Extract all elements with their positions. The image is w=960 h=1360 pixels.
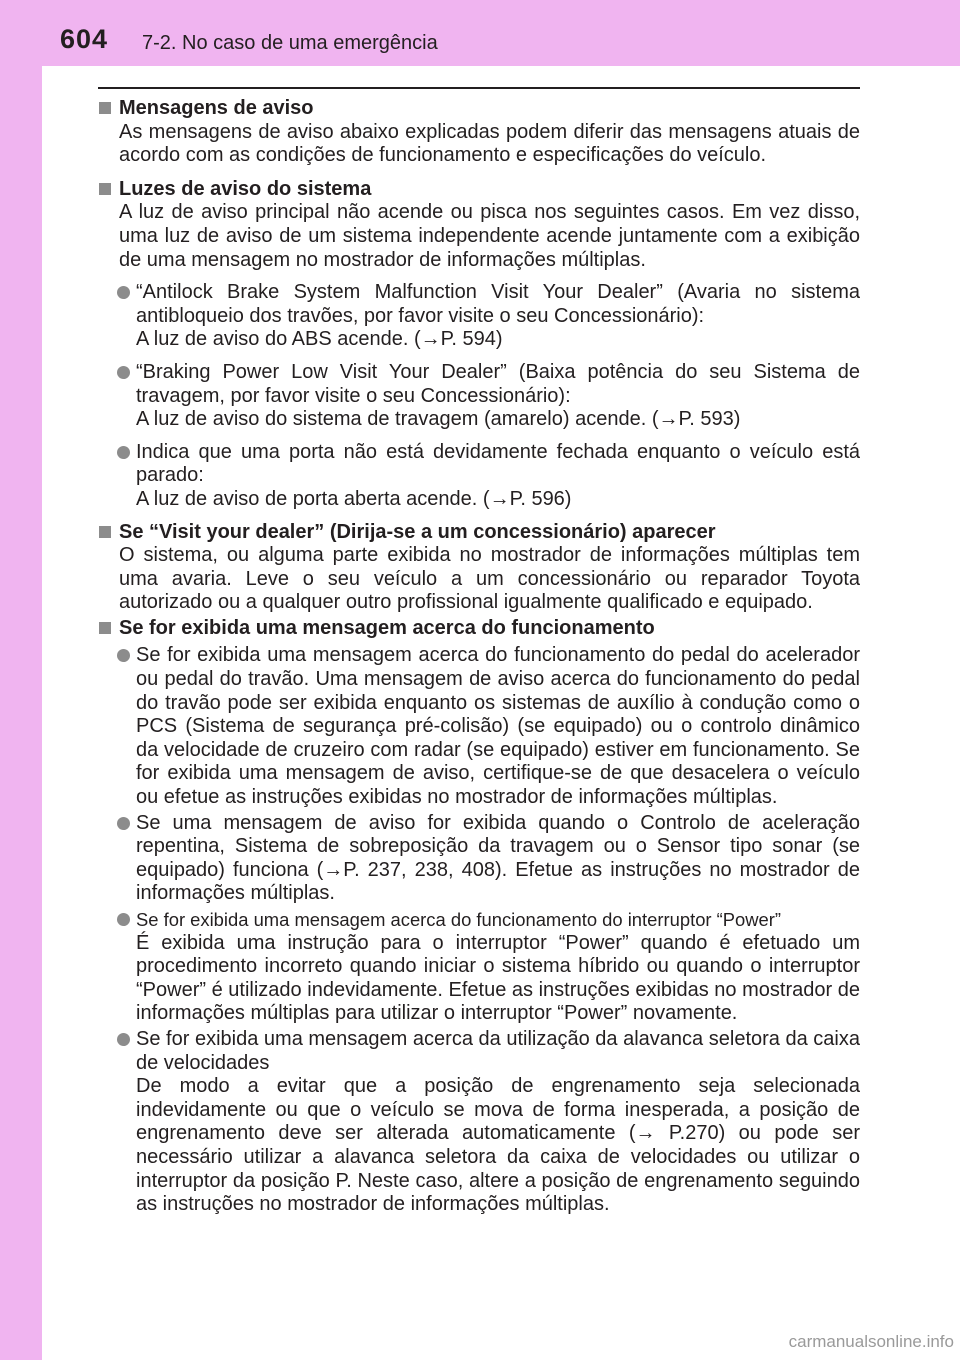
page-number: 604	[60, 24, 109, 54]
list-item	[98, 441, 860, 512]
round-bullet-icon	[117, 286, 130, 299]
list-item-text: Se for exibida uma mensagem acerca do funcionamento do interruptor “Power”	[136, 909, 782, 930]
watermark: carmanualsonline.info	[788, 1332, 954, 1351]
list-item	[98, 361, 860, 432]
list-item-text: É exibida uma instrução para o interruptor “Power” quando é efetuado um procedimento incorreto quando iniciar o sistema híbrido ou quando o interruptor “Power” é utilizado indevidamente. Efetue as instruções exibidas no mostrador de informações múltiplas para utilizar o interruptor “Power” novamente.	[136, 931, 860, 1025]
list-item-text: Se for exibida uma mensagem acerca da utilização da alavanca seletora da caixa de velocidades	[136, 1027, 860, 1074]
square-bullet-icon	[99, 102, 111, 114]
section-warning-messages	[98, 97, 860, 168]
list-item-text: “Antilock Brake System Malfunction Visit Your Dealer” (Avaria no sistema antibloqueio dos travões, por favor visite o seu Concessionário):	[136, 281, 860, 327]
list-item-text: Se for exibida uma mensagem acerca do funcionamento do pedal do acelerador ou pedal do travão. Uma mensagem de aviso acerca do funcionamento do pedal do travão pode ser exibida enquanto os sistemas de auxílio à condução como o PCS (Sistema de segurança pré-colisão) (se equipado) ou o controlo dinâmico da velocidade de cruzeiro com radar (se equipado) estiver em funcionamento. Se for exibida uma mensagem de aviso, certifique-se de que desacelera o veículo ou efetue as instruções exibidas no mostrador de informações múltiplas.	[136, 644, 860, 809]
round-bullet-icon	[117, 366, 130, 379]
section-body: As mensagens de aviso abaixo explicadas podem diferir das mensagens atuais de acordo com as condições de funcionamento e especificações do veículo.	[119, 120, 860, 167]
header-rule	[98, 87, 860, 89]
side-color-band	[0, 0, 42, 1360]
list-item-text: A luz de aviso de porta aberta acende. (→P. 596)	[136, 487, 572, 510]
section-title: Se for exibida uma mensagem acerca do funcionamento	[119, 616, 655, 639]
round-bullet-icon	[117, 1033, 130, 1046]
list-item-text: De modo a evitar que a posição de engrenamento seja selecionada indevidamente ou que o veículo se mova de forma inesperada, a posição de engrenamento deve ser alterada automaticamente (→ P.270) ou pode ser necessário utilizar a alavanca seletora da caixa de velocidades ou utilizar o interruptor da posição P. Neste caso, altere a posição de engrenamento seguindo as instruções no mostrador de informações múltiplas.	[136, 1075, 860, 1216]
page-content	[98, 92, 860, 1217]
list-item-text: A luz de aviso do ABS acende. (→P. 594)	[136, 328, 503, 351]
list-item	[98, 281, 860, 352]
list-item-text: “Braking Power Low Visit Your Dealer” (Baixa potência do seu Sistema de travagem, por favor visite o seu Concessionário):	[136, 360, 860, 407]
section-body: O sistema, ou alguma parte exibida no mostrador de informações múltiplas tem uma avaria. Leve o seu veículo a um concessionário ou reparador Toyota autorizado ou a qualquer outro profissional igualmente qualificado e equipado.	[119, 544, 860, 614]
round-bullet-icon	[117, 913, 130, 926]
chapter-title: 7-2. No caso de uma emergência	[142, 32, 438, 54]
list-item-text: A luz de aviso do sistema de travagem (amarelo) acende. (→P. 593)	[136, 408, 741, 431]
round-bullet-icon	[117, 817, 130, 830]
section-title: Mensagens de aviso	[119, 97, 314, 119]
section-visit-dealer	[98, 521, 860, 615]
round-bullet-icon	[117, 446, 130, 459]
list-item-text: Se uma mensagem de aviso for exibida quando o Controlo de aceleração repentina, Sistema de sobreposição da travagem ou o Sensor tipo sonar (se equipado) funciona (→P. 237, 238, 408). Efetue as instruções no mostrador de informações múltiplas.	[136, 811, 860, 905]
section-body: A luz de aviso principal não acende ou pisca nos seguintes casos. Em vez disso, uma luz de aviso de um sistema independente acende juntamente com a exibição de uma mensagem no mostrador de informações múltiplas.	[119, 201, 860, 271]
list-item	[98, 812, 860, 906]
square-bullet-icon	[99, 622, 111, 634]
round-bullet-icon	[117, 649, 130, 662]
list-item	[98, 1028, 860, 1217]
list-item-text: Indica que uma porta não está devidamente fechada enquanto o veículo está parado:	[136, 440, 860, 487]
section-system-warning-lights	[98, 178, 860, 272]
list-item	[98, 908, 860, 1026]
section-title: Se “Visit your dealer” (Dirija-se a um concessionário) aparecer	[119, 520, 716, 543]
square-bullet-icon	[99, 183, 111, 195]
list-item	[98, 644, 860, 809]
section-operation-message	[98, 617, 860, 641]
section-title: Luzes de aviso do sistema	[119, 177, 372, 200]
square-bullet-icon	[99, 526, 111, 538]
